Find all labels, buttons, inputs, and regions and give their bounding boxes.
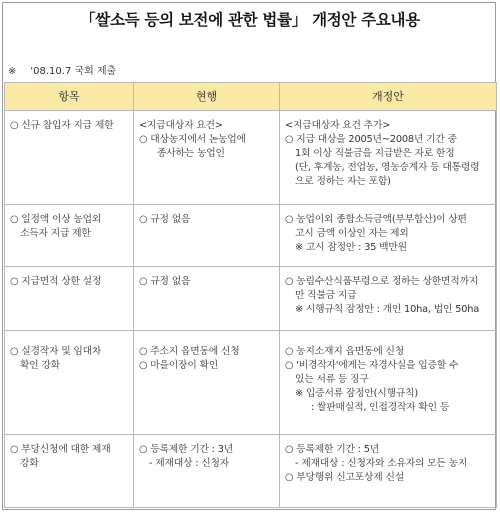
proposal-line: ○ 지급 대상을 2005년~2008년 기간 중 xyxy=(285,134,457,145)
note-text: '08.10.7 국회 제출 xyxy=(30,66,117,77)
proposal-line: ※ 입증서류 잠정안(시행규칙) xyxy=(295,388,418,399)
proposal-line: 만 직불금 지급 xyxy=(295,290,357,301)
proposal-line: ○ 농림수산식품부령으로 정하는 상한면적까지 xyxy=(285,276,479,287)
cell-current xyxy=(134,331,280,435)
cell-item xyxy=(5,267,134,331)
current-line: ○ 주소지 읍면동에 신청 xyxy=(139,346,240,357)
cell-item xyxy=(5,205,134,267)
item-line: 확인 강화 xyxy=(20,360,60,371)
submission-note xyxy=(8,62,116,77)
header-current: 현행 xyxy=(134,83,280,111)
proposal-line: ○ 농업이외 종합소득금액(부부합산)이 상편 xyxy=(285,214,467,225)
cell-proposal xyxy=(280,205,497,267)
proposal-line: 고시 금액 이상인 자는 제외 xyxy=(295,228,409,239)
table-row xyxy=(5,267,497,331)
item-line: ○ 일정액 이상 농업외 xyxy=(10,214,102,225)
cell-current xyxy=(134,205,280,267)
proposal-line: - 제재대상 : 신청자와 소유자의 모든 농지 xyxy=(295,458,468,469)
proposal-line: ※ 시행규칙 잠정안 : 개인 10ha, 법인 50ha xyxy=(295,304,480,315)
table-row xyxy=(5,331,497,435)
proposal-line: <지급대상자 요건 추가> xyxy=(285,120,391,131)
item-line: 강화 xyxy=(20,458,39,469)
proposal-line: 1회 이상 직불금을 지급받은 자로 한정 xyxy=(295,148,455,159)
proposal-line: : 쌀판매실적, 인접경작자 확인 등 xyxy=(311,402,450,413)
proposal-line: ○ '비경작자'에게는 자경사실을 입증할 수 xyxy=(285,360,459,371)
cell-proposal xyxy=(280,267,497,331)
cell-item xyxy=(5,435,134,508)
cell-current xyxy=(134,111,280,205)
item-line: ○ 지급면적 상한 설정 xyxy=(10,276,102,287)
proposal-line: ※ 고시 잠정안 : 35 백만원 xyxy=(295,242,407,253)
current-line: ○ 등록제한 기간 : 3년 xyxy=(139,444,233,455)
proposal-line: 있는 서류 등 징구 xyxy=(295,374,369,385)
cell-proposal xyxy=(280,331,497,435)
current-line: <지급대상자 요건> xyxy=(139,120,223,131)
proposal-line: ○ 부당행위 신고포상제 신설 xyxy=(285,472,404,483)
current-line: ○ 대상농지에서 논농업에 xyxy=(139,134,246,145)
current-line: ○ 규정 없음 xyxy=(139,276,191,287)
item-line: ○ 부당신청에 대한 제재 xyxy=(10,444,111,455)
cell-proposal xyxy=(280,111,497,205)
item-line: 소득자 지급 제한 xyxy=(20,228,91,239)
current-line: - 제재대상 : 신청자 xyxy=(149,458,230,469)
current-line: ○ 규정 없음 xyxy=(139,214,191,225)
item-line: ○ 실경작자 및 임대차 xyxy=(10,346,102,357)
proposal-line: ○ 농지소재지 읍면동에 신청 xyxy=(285,346,404,357)
table-row xyxy=(5,205,497,267)
cell-proposal xyxy=(280,435,497,508)
cell-current xyxy=(134,267,280,331)
cell-item xyxy=(5,111,134,205)
table-row xyxy=(5,111,497,205)
current-line: 종사하는 농업인 xyxy=(157,148,225,159)
table-row xyxy=(5,435,497,508)
amendment-table xyxy=(4,82,497,508)
proposal-line: (단, 후계농, 전업농, 영농승계자 등 대통령령 xyxy=(295,162,480,173)
cell-current xyxy=(134,435,280,508)
table-header-row xyxy=(5,83,497,111)
cell-item xyxy=(5,331,134,435)
proposal-line: 으로 정하는 자는 포함) xyxy=(295,176,391,187)
proposal-line: ○ 등록제한 기간 : 5년 xyxy=(285,444,379,455)
note-symbol: ※ xyxy=(8,66,17,77)
current-line: ○ 마을이장이 확인 xyxy=(139,360,219,371)
page-title: 「쌀소득 등의 보전에 관한 법률」 개정안 주요내용 xyxy=(80,11,420,29)
item-line: ○ 신규 참입자 지급 제한 xyxy=(10,120,114,131)
header-item: 항목 xyxy=(5,83,134,111)
header-proposal: 개정안 xyxy=(280,83,497,111)
